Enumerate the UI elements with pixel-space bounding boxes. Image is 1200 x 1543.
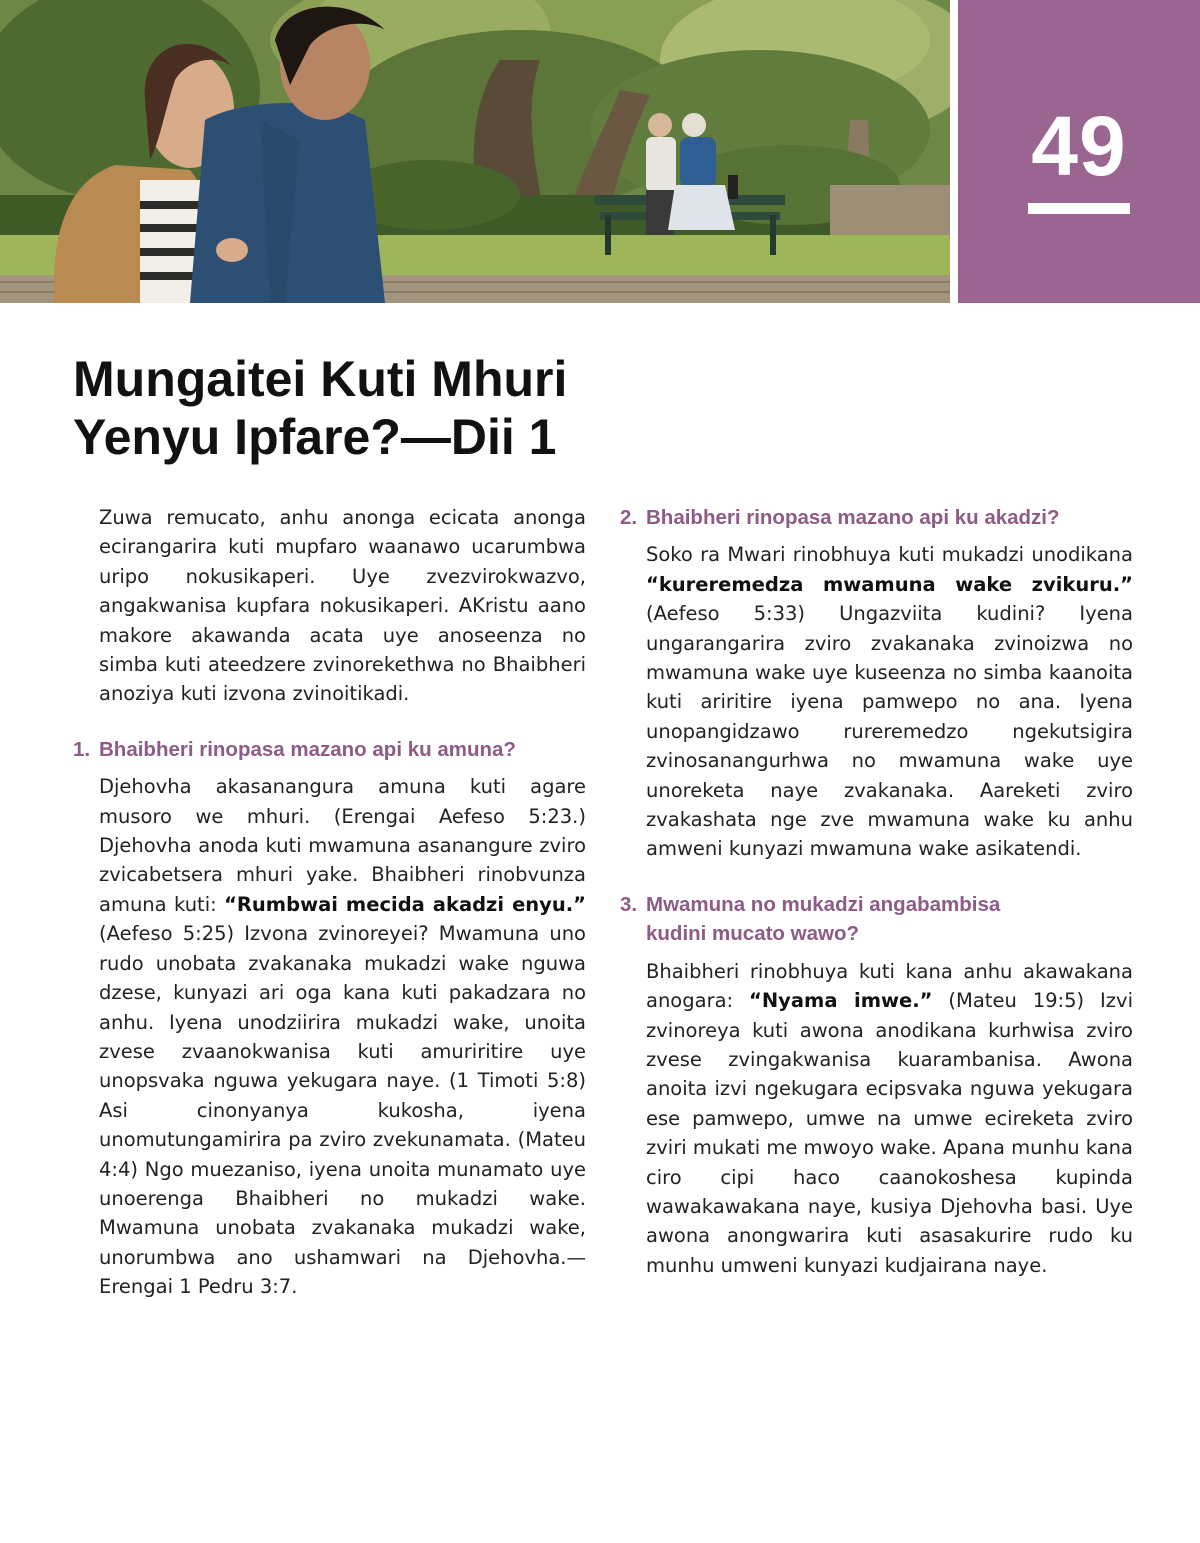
park-couple-illustration — [0, 0, 950, 303]
answer-2-quote: “kureremedza mwamuna wake zvikuru.” — [646, 572, 1133, 596]
answer-1-paragraph — [99, 772, 586, 1301]
right-column — [620, 503, 1133, 1280]
answer-3-text-b: (Mateu 19:5) Izvi zvinoreya kuti awona anodikana kurhwisa zviro zvese zvingakwanisa kuarambanisa. Awona anoita izvi ngekugara ecipsvaka nguwa yekugara ese pamwepo, umwe na umwe ecireketa zviro zviri mukati me mwoyo wake. Apana munhu kana ciro cipi haco caanokoshesa kupinda wawakawakana naye, kusiya Djehovha basi. Uye awona anongwarira kuti asasakurire rudo ku munhu umweni kunyazi kudjairana naye. — [646, 989, 1133, 1277]
left-column — [73, 503, 586, 1302]
question-3-text: Mwamuna no mukadzi angabambisa kudini mucato wawo? — [646, 892, 1001, 946]
answer-1-quote: “Rumbwai mecida akadzi enyu.” — [224, 892, 586, 916]
chapter-number: 49 — [1031, 99, 1127, 193]
answer-1-text-a: Djehovha akasanangura amuna kuti agare musoro we mhuri. (Erengai Aefeso 5:23.) Djehovha anoda kuti mwamuna asanangure zviro zvicabetsera mhuri yake. Bhaibheri rinobvunza amuna kuti: — [99, 775, 586, 916]
header-photo — [0, 0, 950, 303]
chapter-underline — [1028, 203, 1130, 214]
chapter-badge — [958, 0, 1200, 303]
answer-3-text-a: Bhaibheri rinobhuya kuti kana anhu akawakana anogara: — [646, 959, 1133, 1013]
question-2-number: 2. — [620, 506, 638, 529]
question-3-number: 3. — [620, 892, 638, 916]
question-1-heading — [73, 735, 586, 764]
question-3-heading — [620, 890, 1133, 949]
question-1-number: 1. — [73, 737, 91, 761]
intro-paragraph: Zuwa remucato, anhu anonga ecicata anonga ecirangarira kuti mupfaro waanawo ucarumbwa uripo nokusikaperi. Uye zvezvirokwazvo, angakwanisa kupfara nokusikaperi. AKristu aano makore akawanda acata uye anoseenza no simba kuti ateedzere zvinorekethwa no Bhaibheri anoziya kuti izvona zvinoitikadi. — [99, 506, 586, 706]
title-line-2: Yenyu Ipfare?—Dii 1 — [73, 409, 557, 465]
answer-3-quote: “Nyama imwe.” — [749, 989, 933, 1013]
question-2-text: Bhaibheri rinopasa mazano api ku akadzi? — [646, 506, 1060, 529]
answer-2-text-b: (Aefeso 5:33) Ungazviita kudini? Iyena ungarangarira zviro zvakanaka zvinoizwa no mwamuna wake uye kuseenza no simba kaanoita kuti ariritire iyena pamwepo no ana. Iyena unopangidzawo rureremedzo ngekutsigira zvinosanangurhwa no mwamuna wake uye unoreketa naye zvakanaka. Aareketi zviro zvakashata nge zve mwamuna wake ku anhu amweni kunyazi mwamuna wake asikatendi. — [646, 602, 1133, 861]
question-1-text: Bhaibheri rinopasa mazano api ku amuna? — [99, 737, 516, 761]
answer-2-text-a: Soko ra Mwari rinobhuya kuti mukadzi unodikana — [646, 543, 1133, 567]
question-2-heading — [620, 503, 1133, 532]
answer-3-paragraph — [646, 957, 1133, 1280]
page-title — [73, 350, 773, 466]
answer-2-paragraph — [646, 540, 1133, 863]
answer-1-text-b: (Aefeso 5:25) Izvona zvinoreyei? Mwamuna uno rudo unobata zvakanaka mukadzi wake nguwa dzese, kunyazi ari oga kana kuti pakadzara no anhu. Iyena unodziirira mukadzi wake, unoita zvese zvaanokwanisa kuti amuriritire uye unopsvaka nguwa yekugara naye. (1 Timoti 5:8) Asi cinonyanya kukosha, iyena unomutungamirira pa zviro zvekunamata. (Mateu 4:4) Ngo muezaniso, iyena unoita munamato uye unoerenga Bhaibheri no mukadzi wake. Mwamuna unobata zvakanaka mukadzi wake, unorumbwa ano ushamwari na Djehovha.—Erengai 1 Pedru 3:7. — [99, 922, 586, 1299]
title-line-1: Mungaitei Kuti Mhuri — [73, 351, 568, 407]
